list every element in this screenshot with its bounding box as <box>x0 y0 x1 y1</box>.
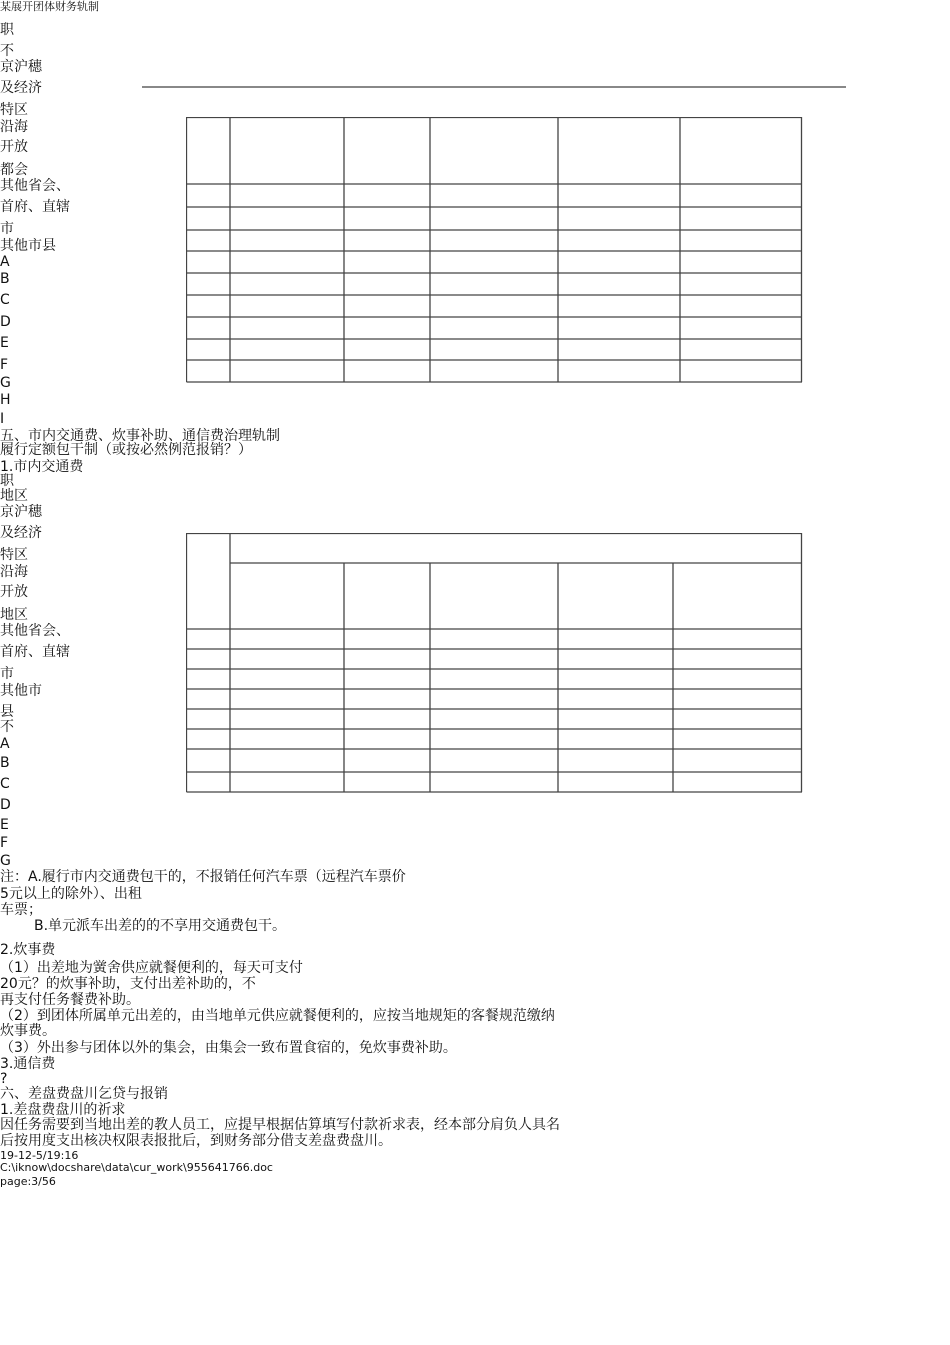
section5-item3-value: ? <box>0 1071 8 1087</box>
table1-label: F <box>0 357 9 373</box>
table1-label: D <box>0 314 11 330</box>
note-line: 注：A.履行市内交通费包干的，不报销任何汽车票（远程汽车票价 <box>0 869 406 885</box>
table2-label: F <box>0 835 9 851</box>
table2-grid <box>186 533 804 795</box>
table1-label: 其他市县 <box>0 238 56 254</box>
section5-item3-title: 3.通信费 <box>0 1056 56 1072</box>
footer-datetime: 19-12-5/19:16 <box>0 1149 79 1162</box>
table1-label: 其他省会、 <box>0 178 70 194</box>
meal-paragraph-line: （1）出差地为黉舍供应就餐便利的，每天可支付 <box>0 960 303 976</box>
table2-label: 地区 <box>0 607 28 623</box>
table1-label: I <box>0 411 5 427</box>
table1-label: 不 <box>0 43 14 59</box>
table2-label: 市 <box>0 666 14 682</box>
footer-file-path: C:\iknow\docshare\data\cur_work\955641766.doc <box>0 1161 273 1174</box>
table1-label: 市 <box>0 221 14 237</box>
table2-label: 及经济 <box>0 525 42 541</box>
table1-label: 特区 <box>0 102 28 118</box>
table2-label: G <box>0 853 11 869</box>
table2-rows <box>187 534 803 793</box>
table1-grid <box>186 117 804 384</box>
table1-label: 沿海 <box>0 119 28 135</box>
meal-paragraph-line: （2）到团体所属单元出差的，由当地单元供应就餐便利的，应按当地规矩的客餐规范缴纳 <box>0 1008 555 1024</box>
horizontal-rule <box>142 86 846 88</box>
meal-paragraph-line: 再支付任务餐费补助。 <box>0 992 140 1008</box>
table1-label: B <box>0 271 10 287</box>
section6-paragraph-line: 后按用度支出核决权限表报批后，到财务部分借支差盘费盘川。 <box>0 1133 392 1149</box>
table1-label: 开放 <box>0 139 28 155</box>
table2-label: 县 <box>0 704 14 720</box>
table2-label: A <box>0 736 10 752</box>
table2-label: 不 <box>0 719 14 735</box>
footer-page-number: page:3/56 <box>0 1175 56 1188</box>
note-line: 车票； <box>0 902 42 918</box>
note-line: 5元以上的除外）、出租 <box>0 886 142 902</box>
table2-label: 沿海 <box>0 564 28 580</box>
table2-label: 其他市 <box>0 683 42 699</box>
section6-heading: 六、差盘费盘川乞贷与报销 <box>0 1086 168 1102</box>
table2-label: E <box>0 817 9 833</box>
table2-columns <box>187 533 802 792</box>
meal-paragraph-line: （3）外出参与团体以外的集会，由集会一致布置食宿的，免炊事费补助。 <box>0 1040 457 1056</box>
table1-columns <box>187 117 802 382</box>
table2-label: B <box>0 755 10 771</box>
table1-label: G <box>0 375 11 391</box>
table1-label: C <box>0 292 10 308</box>
section5-subheading: 履行定额包干制（或按必然例范报销？） <box>0 442 252 458</box>
table2-label: 特区 <box>0 547 28 563</box>
table1-label: 都会 <box>0 162 28 178</box>
meal-paragraph-line: 炊事费。 <box>0 1023 56 1039</box>
table2-label: 首府、直辖 <box>0 644 70 660</box>
table2-label: C <box>0 776 10 792</box>
section6-item1-title: 1.差盘费盘川的祈求 <box>0 1102 126 1118</box>
document-title: 某展开团体财务轨制 <box>0 0 99 13</box>
section5-heading: 五、市内交通费、炊事补助、通信费治理轨制 <box>0 428 280 444</box>
note-line: B.单元派车出差的的不享用交通费包干。 <box>34 918 287 934</box>
section5-item1-title: 1.市内交通费 <box>0 459 84 475</box>
table1-label: 京沪穗 <box>0 59 42 75</box>
table1-label: E <box>0 335 9 351</box>
table2-label: 职 <box>0 473 14 489</box>
table1-label: 首府、直辖 <box>0 199 70 215</box>
table2-label: 其他省会、 <box>0 623 70 639</box>
section6-paragraph-line: 因任务需要到当地出差的教人员工，应提早根据估算填写付款祈求表，经本部分肩负人具名 <box>0 1117 560 1133</box>
table2-label: 京沪穗 <box>0 504 42 520</box>
table1-label: 职 <box>0 22 14 38</box>
table2-label: 开放 <box>0 584 28 600</box>
table1-label: 及经济 <box>0 80 42 96</box>
table1-rows <box>187 118 803 383</box>
table1-label: A <box>0 254 10 270</box>
meal-paragraph-line: 20元？的炊事补助，支付出差补助的，不 <box>0 976 256 992</box>
section5-item2-title: 2.炊事费 <box>0 942 56 958</box>
table1-label: H <box>0 392 11 408</box>
table2-label: 地区 <box>0 488 28 504</box>
table2-label: D <box>0 797 11 813</box>
